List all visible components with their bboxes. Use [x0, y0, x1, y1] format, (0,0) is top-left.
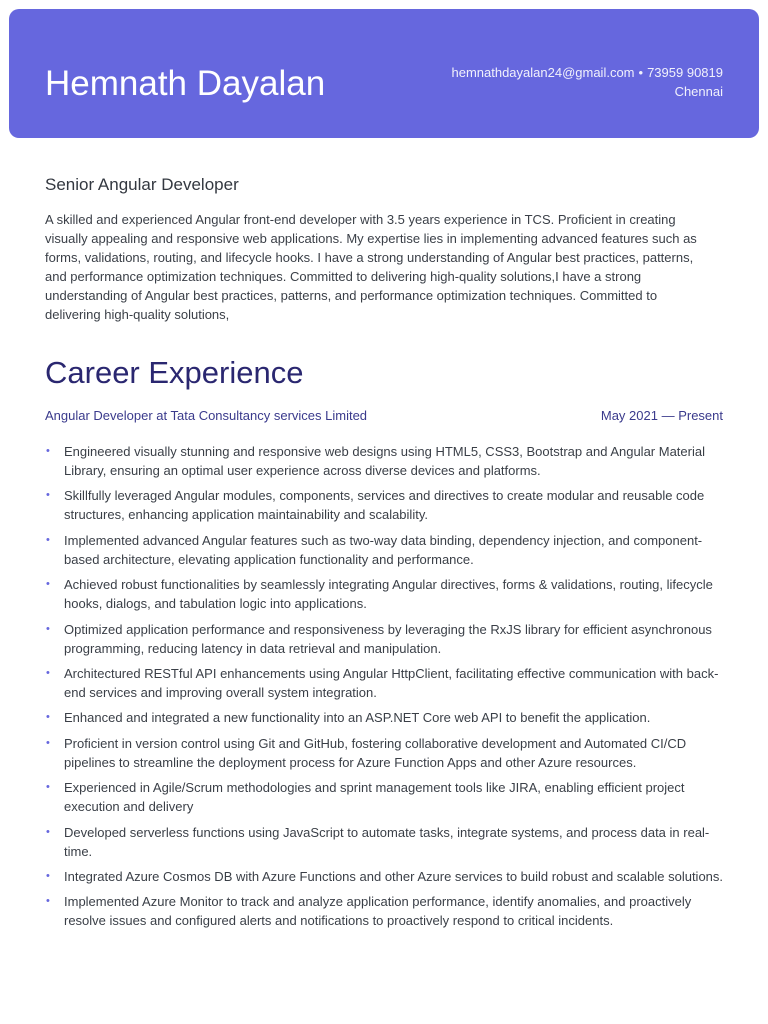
bullet-icon: •: [46, 622, 50, 635]
experience-bullet: [45, 734, 725, 772]
experience-bullet: [45, 575, 725, 613]
experience-bullet: [45, 486, 725, 524]
bullet-icon: •: [46, 781, 50, 794]
bullet-text: Achieved robust functionalities by seamlessly integrating Angular directives, forms & validations, routing, lifecycle hooks, dialogs, and tabulation logic into applications.: [64, 577, 713, 612]
bullet-icon: •: [46, 895, 50, 908]
bullet-text: Implemented advanced Angular features such as two-way data binding, dependency injection, and component-based architecture, elevating application functionality and performance.: [64, 532, 703, 567]
bullet-text: Developed serverless functions using JavaScript to automate tasks, integrate systems, and process data in real-time.: [64, 824, 710, 859]
email-link[interactable]: hemnathdayalan24@gmail.com: [451, 65, 635, 80]
experience-bullet: [45, 867, 725, 886]
bullet-text: Implemented Azure Monitor to track and analyze application performance, identify anomalies, and proactively resolve issues and configured alerts and notifications to proactively respond to critical incidents.: [64, 894, 692, 929]
bullet-text: Experienced in Agile/Scrum methodologies and sprint management tools like JIRA, enabling efficient project execution and delivery: [64, 780, 685, 815]
job-title: Angular Developer at Tata Consultancy services Limited: [45, 408, 368, 423]
experience-bullet: [45, 778, 725, 816]
bullet-text: Architectured RESTful API enhancements using Angular HttpClient, facilitating effective communication with back-end services and improving overall system integration.: [64, 665, 719, 700]
job-dates: May 2021 — Present: [600, 408, 723, 423]
contact-line: [451, 63, 723, 82]
bullet-icon: •: [46, 578, 50, 591]
experience-bullet: [45, 442, 725, 480]
bullet-text: Engineered visually stunning and responsive web designs using HTML5, CSS3, Bootstrap and Angular Material Library, ensuring an optimal user experience across diverse devices and platforms.: [64, 444, 705, 478]
experience-bullet-list: [45, 442, 725, 937]
bullet-text: Proficient in version control using Git and GitHub, fostering collaborative development and Automated CI/CD pipelines to streamline the deployment process for Azure Function Apps and other Azure resources.: [64, 735, 687, 770]
job-entry-header: [45, 406, 723, 426]
bullet-icon: •: [46, 736, 50, 749]
career-experience-heading: Career Experience: [45, 355, 304, 390]
phone-number[interactable]: 73959 90819: [647, 65, 723, 80]
bullet-text: Skillfully leveraged Angular modules, components, services and directives to create modular and reusable code structures, enhancing application maintainability and scalability.: [64, 488, 705, 523]
bullet-text: Optimized application performance and responsiveness by leveraging the RxJS library for efficient asynchronous programming, reducing latency in data retrieval and manipulation.: [64, 621, 712, 656]
bullet-icon: •: [46, 666, 50, 679]
job-headline: Senior Angular Developer: [45, 175, 239, 194]
bullet-icon: •: [46, 711, 50, 724]
contact-info: [451, 63, 723, 101]
bullet-text: Integrated Azure Cosmos DB with Azure Functions and other Azure services to build robust and scalable solutions.: [64, 868, 724, 884]
experience-bullet: [45, 708, 725, 727]
bullet-icon: •: [46, 445, 50, 457]
bullet-icon: •: [46, 489, 50, 502]
experience-bullet: [45, 620, 725, 658]
profile-summary: A skilled and experienced Angular front-end developer with 3.5 years experience in TCS. Proficient in creating visually appealing and responsive web applications. My expertise lies in implementing advanced features such as forms, validations, routing, and lifecycle hooks. I have a strong understanding of Angular best practices, patterns, and performance optimization techniques. Committed to delivering high-quality solutions,I have a strong understanding of Angular best practices, patterns, and performance optimization techniques. Committed to delivering high-quality solutions,: [45, 212, 697, 322]
bullet-text: Enhanced and integrated a new functionality into an ASP.NET Core web API to benefit the application.: [64, 710, 651, 726]
experience-bullet: [45, 531, 725, 569]
experience-bullet: [45, 664, 725, 702]
bullet-icon: •: [46, 869, 50, 882]
location: Chennai: [674, 84, 723, 99]
contact-separator: •: [638, 65, 644, 80]
experience-bullet: [45, 823, 725, 861]
bullet-icon: •: [46, 825, 50, 838]
candidate-name: Hemnath Dayalan: [45, 64, 326, 103]
experience-bullet: [45, 892, 725, 930]
bullet-icon: •: [46, 533, 50, 546]
resume-header: [9, 9, 759, 138]
